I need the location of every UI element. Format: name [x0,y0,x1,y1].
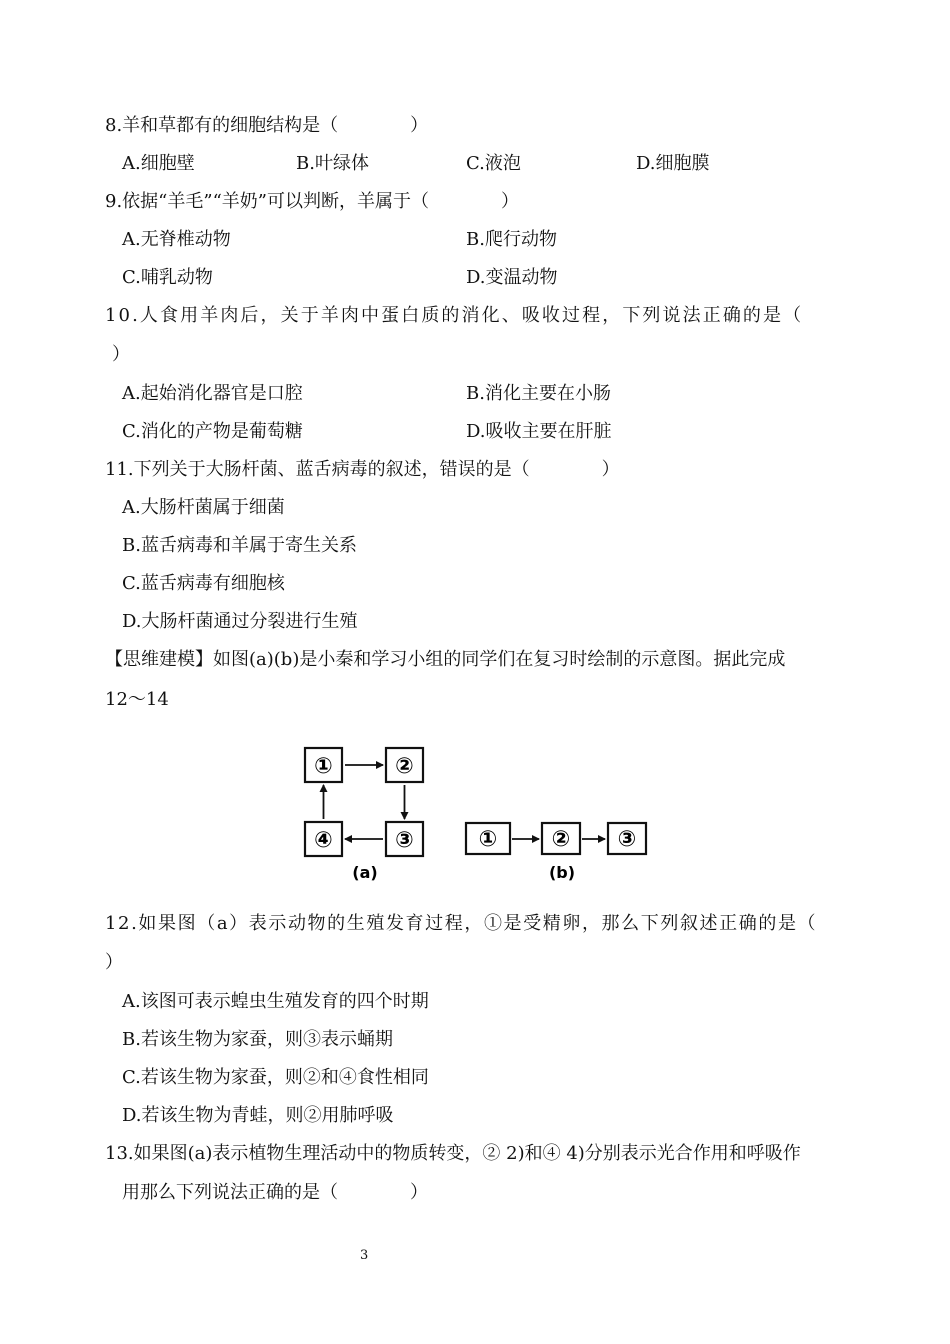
q10-option-d: D.吸收主要在肝脏 [466,421,612,442]
fig-a-box-3 [386,822,423,856]
fig-b-label-2: ② [551,827,571,852]
q10-option-c: C.消化的产物是葡萄糖 [122,421,303,442]
q9-option-c: C.哺乳动物 [122,267,213,288]
page-number: 3 [360,1248,369,1263]
q11-option-b: B.蓝舌病毒和羊属于寄生关系 [122,535,357,556]
q8-stem: 8.羊和草都有的细胞结构是（ ） [105,115,429,136]
q9-option-b: B.爬行动物 [466,229,557,250]
q8-option-a: A.细胞壁 [122,153,195,174]
q12-stem-line2: ） [105,952,123,973]
q8-option-d: D.细胞膜 [636,153,710,174]
q11-option-c: C.蓝舌病毒有细胞核 [122,573,285,594]
fig-a-label-4: ④ [314,828,333,853]
fig-a-box-2 [386,748,423,782]
q10-option-b: B.消化主要在小肠 [466,383,611,404]
q10-option-a: A.起始消化器官是口腔 [122,383,303,404]
fig-b-box-3 [608,823,646,854]
q13-stem-line1: 13.如果图(a)表示植物生理活动中的物质转变，② 2)和④ 4)分别表示光合作用和呼吸作 [105,1143,801,1164]
q12-option-d: D.若该生物为青蛙，则②用肺呼吸 [122,1105,394,1126]
fig-a-label-3: ③ [395,828,414,853]
fig-a-label-1: ① [314,754,333,779]
q11-option-d: D.大肠杆菌通过分裂进行生殖 [122,611,358,632]
q8-option-c: C.液泡 [466,153,521,174]
q10-stem-line1: 10.人食用羊肉后，关于羊肉中蛋白质的消化、吸收过程，下列说法正确的是（ [105,305,804,326]
q12-option-b: B.若该生物为家蚕，则③表示蛹期 [122,1029,393,1050]
q12-option-c: C.若该生物为家蚕，则②和④食性相同 [122,1067,429,1088]
fig-a-box-1 [305,748,342,782]
fig-b-box-1 [466,823,510,854]
fig-a-caption: (a) [352,863,378,882]
q12-stem-line1: 12.如果图（a）表示动物的生殖发育过程，①是受精卵，那么下列叙述正确的是（ [105,913,818,934]
fig-b-caption: (b) [548,863,576,882]
section-heading-line1: 【思维建模】如图(a)(b)是小秦和学习小组的同学们在复习时绘制的示意图。据此完成 [105,649,786,670]
q9-option-d: D.变温动物 [466,267,558,288]
diagram-figure [295,735,665,895]
q11-stem: 11.下列关于大肠杆菌、蓝舌病毒的叙述，错误的是（ ） [105,459,620,480]
q11-option-a: A.大肠杆菌属于细菌 [122,497,285,518]
q8-option-b: B.叶绿体 [296,153,369,174]
fig-a-box-4 [305,822,342,856]
section-heading-line2: 12～14 [105,689,169,710]
fig-b-box-2 [542,823,580,854]
fig-a-label-2: ② [395,754,414,779]
q12-option-a: A.该图可表示蝗虫生殖发育的四个时期 [122,991,429,1012]
q9-stem: 9.依据“羊毛”“羊奶”可以判断，羊属于（ ） [105,191,519,212]
q10-stem-line2: ） [112,344,130,365]
q13-stem-line2: 用那么下列说法正确的是（ ） [122,1182,428,1203]
fig-b-label-1: ① [478,827,498,852]
q9-option-a: A.无脊椎动物 [122,229,231,250]
fig-b-label-3: ③ [617,827,637,852]
